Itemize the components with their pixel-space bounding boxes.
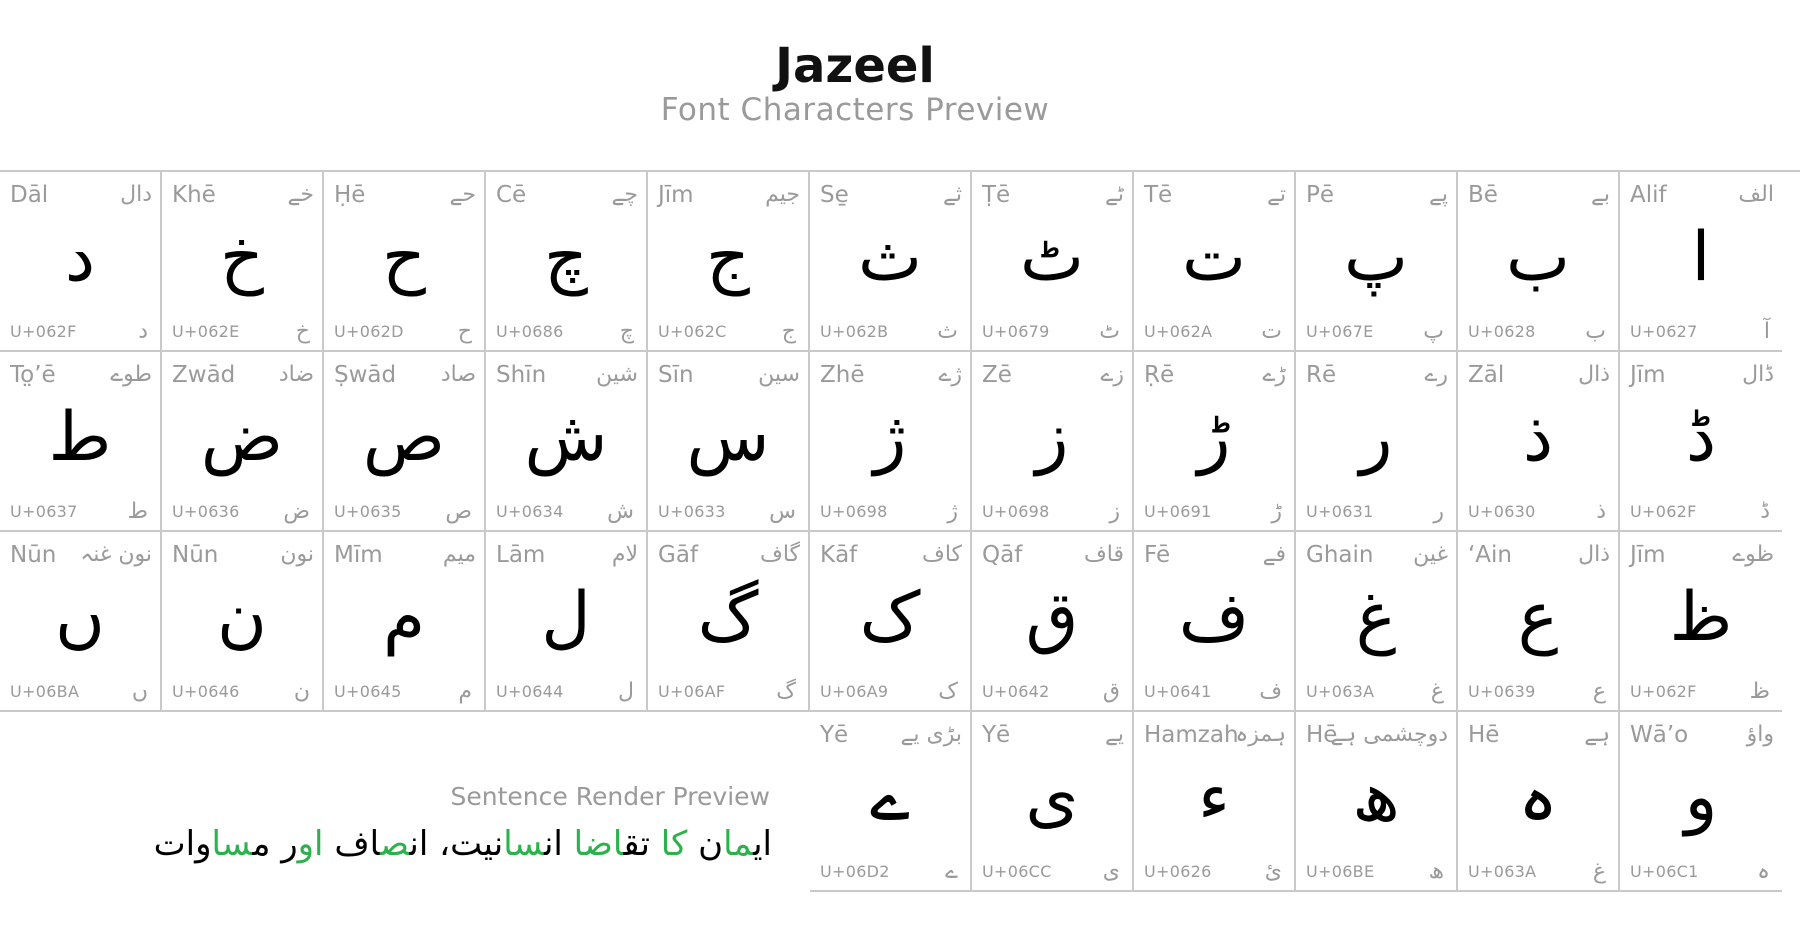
sentence-part: ان: [543, 824, 574, 864]
sentence-part: سا: [211, 824, 253, 864]
char-urdu-name: ذال: [1578, 542, 1610, 567]
char-unicode: U+062D: [334, 322, 404, 341]
char-glyph: ص: [362, 398, 446, 477]
char-unicode: U+0636: [172, 502, 240, 521]
char-latin-name: Hē: [1306, 722, 1338, 748]
char-glyph: ھ: [1352, 758, 1400, 837]
char-cell: [810, 532, 972, 712]
char-unicode: U+0631: [1306, 502, 1374, 521]
char-latin-name: Bē: [1468, 182, 1498, 208]
char-latin-name: Cē: [496, 182, 527, 208]
char-mini-glyph: ث: [937, 319, 958, 344]
char-unicode: U+0645: [334, 682, 402, 701]
char-latin-name: Se̱: [820, 182, 849, 208]
char-glyph: ر: [1359, 398, 1393, 477]
char-unicode: U+062B: [820, 322, 889, 341]
char-latin-name: Kāf: [820, 542, 858, 568]
char-unicode: U+062E: [172, 322, 240, 341]
char-glyph: م: [382, 578, 426, 657]
char-glyph: ت: [1181, 218, 1246, 297]
char-urdu-name: ڈال: [1742, 362, 1774, 387]
char-urdu-name: فے: [1262, 542, 1286, 567]
char-urdu-name: ٹے: [1104, 182, 1124, 207]
char-glyph: ٹ: [1019, 218, 1084, 297]
char-unicode: U+06CC: [982, 862, 1052, 881]
char-cell: [486, 352, 648, 532]
char-unicode: U+06BE: [1306, 862, 1375, 881]
char-unicode: U+06D2: [820, 862, 890, 881]
char-glyph: ک: [859, 578, 921, 657]
char-unicode: U+0639: [1468, 682, 1536, 701]
char-unicode: U+0626: [1144, 862, 1212, 881]
char-mini-glyph: غ: [1430, 679, 1444, 704]
char-mini-glyph: ف: [1259, 679, 1282, 704]
char-latin-name: Ṭē: [982, 182, 1011, 208]
sentence-part: ص: [379, 824, 410, 864]
char-latin-name: Nūn: [10, 542, 57, 568]
char-latin-name: Jīm: [658, 182, 694, 208]
char-cell: [1620, 172, 1782, 352]
char-urdu-name: حے: [449, 182, 476, 207]
char-cell: [0, 172, 162, 352]
char-cell: [1296, 532, 1458, 712]
char-urdu-name: ہمزہ: [1235, 722, 1286, 747]
char-mini-glyph: ھ: [1428, 859, 1444, 884]
char-glyph: ق: [1025, 578, 1079, 657]
char-mini-glyph: ص: [445, 499, 472, 524]
char-cell: [1458, 712, 1620, 892]
char-latin-name: Alif: [1630, 182, 1667, 208]
char-cell: [810, 172, 972, 352]
char-latin-name: Ṛē: [1144, 362, 1175, 388]
sentence-part: کا: [660, 824, 688, 864]
char-latin-name: Jīm: [1630, 542, 1666, 568]
char-mini-glyph: ے: [945, 859, 958, 884]
char-mini-glyph: ئ: [1264, 859, 1282, 884]
char-glyph: ط: [48, 398, 112, 477]
char-cell: [1458, 172, 1620, 352]
char-latin-name: Fē: [1144, 542, 1171, 568]
char-glyph: ا: [1691, 218, 1711, 297]
char-mini-glyph: ش: [607, 499, 634, 524]
char-mini-glyph: گ: [776, 679, 796, 704]
char-unicode: U+0646: [172, 682, 240, 701]
char-urdu-name: صاد: [440, 362, 476, 387]
char-latin-name: ‘Ain: [1468, 542, 1513, 568]
char-glyph: ح: [382, 218, 426, 297]
char-unicode: U+0637: [10, 502, 78, 521]
char-urdu-name: ژے: [938, 362, 962, 387]
char-cell: [162, 172, 324, 352]
char-cell: [324, 532, 486, 712]
char-glyph: ں: [55, 578, 105, 657]
char-glyph: ز: [1035, 398, 1069, 477]
char-mini-glyph: م: [458, 679, 472, 704]
char-glyph: ش: [524, 398, 608, 477]
char-urdu-name: دال: [120, 182, 152, 207]
char-glyph: ن: [217, 578, 267, 657]
char-latin-name: Lām: [496, 542, 546, 568]
char-latin-name: Zāl: [1468, 362, 1505, 388]
sentence-part: ر م: [252, 824, 298, 864]
char-urdu-name: کاف: [922, 542, 962, 567]
sentence-preview-title: Sentence Render Preview: [450, 782, 770, 811]
sentence-part: اضا: [573, 824, 624, 864]
char-unicode: U+0642: [982, 682, 1050, 701]
char-unicode: U+0633: [658, 502, 726, 521]
char-urdu-name: خے: [287, 182, 314, 207]
char-urdu-name: ظوے: [1732, 542, 1774, 567]
char-mini-glyph: آ: [1763, 319, 1770, 344]
char-mini-glyph: ظ: [1749, 679, 1770, 704]
char-latin-name: Pē: [1306, 182, 1335, 208]
char-unicode: U+062F: [1630, 682, 1697, 701]
char-latin-name: Yē: [982, 722, 1011, 748]
char-cell: [1620, 712, 1782, 892]
char-unicode: U+0634: [496, 502, 564, 521]
char-latin-name: Rē: [1306, 362, 1337, 388]
sentence-part: وات: [153, 824, 212, 864]
char-cell: [1296, 712, 1458, 892]
char-latin-name: Gāf: [658, 542, 699, 568]
char-unicode: U+0635: [334, 502, 402, 521]
sentence-part: سا: [503, 824, 544, 864]
char-mini-glyph: ی: [1102, 859, 1120, 884]
char-glyph: ف: [1178, 578, 1250, 657]
char-latin-name: Khē: [172, 182, 216, 208]
char-mini-glyph: ہ: [1757, 859, 1770, 884]
char-glyph: ء: [1198, 758, 1230, 837]
char-mini-glyph: ب: [1585, 319, 1606, 344]
char-unicode: U+0679: [982, 322, 1050, 341]
char-cell: [0, 352, 162, 532]
char-mini-glyph: ل: [618, 679, 634, 704]
char-latin-name: Qāf: [982, 542, 1023, 568]
char-cell: [324, 172, 486, 352]
char-mini-glyph: ڑ: [1271, 499, 1282, 524]
char-urdu-name: گاف: [760, 542, 800, 567]
char-urdu-name: طوے: [110, 362, 152, 387]
char-cell: [1620, 532, 1782, 712]
char-mini-glyph: ذ: [1596, 499, 1606, 524]
char-latin-name: Dāl: [10, 182, 49, 208]
char-cell: [1296, 352, 1458, 532]
char-mini-glyph: ر: [1433, 499, 1444, 524]
char-unicode: U+0627: [1630, 322, 1698, 341]
char-glyph: ی: [1025, 758, 1079, 837]
char-glyph: ڈ: [1685, 398, 1717, 477]
sentence-part: ما: [723, 824, 754, 864]
char-latin-name: Jīm: [1630, 362, 1666, 388]
char-mini-glyph: ژ: [947, 499, 958, 524]
char-latin-name: Hē: [1468, 722, 1500, 748]
char-mini-glyph: د: [138, 319, 148, 344]
char-mini-glyph: ن: [293, 679, 310, 704]
sentence-part: اف: [323, 824, 380, 864]
char-unicode: U+067E: [1306, 322, 1374, 341]
char-latin-name: Zē: [982, 362, 1012, 388]
char-mini-glyph: ح: [457, 319, 472, 344]
char-glyph: ذ: [1522, 398, 1554, 477]
char-latin-name: Hamzah: [1144, 722, 1239, 748]
char-glyph: ے: [870, 758, 910, 837]
char-urdu-name: رے: [1424, 362, 1448, 387]
char-glyph: گ: [697, 578, 759, 657]
char-cell: [648, 532, 810, 712]
char-mini-glyph: ز: [1109, 499, 1120, 524]
char-urdu-name: میم: [442, 542, 476, 567]
char-glyph: ض: [200, 398, 284, 477]
char-urdu-name: نون غنہ: [80, 542, 152, 567]
char-glyph: ث: [857, 218, 922, 297]
char-unicode: U+06A9: [820, 682, 889, 701]
char-urdu-name: چے: [611, 182, 638, 207]
char-mini-glyph: غ: [1592, 859, 1606, 884]
char-cell: [972, 712, 1134, 892]
char-unicode: U+06C1: [1630, 862, 1699, 881]
char-mini-glyph: چ: [619, 319, 634, 344]
char-cell: [324, 352, 486, 532]
char-unicode: U+063A: [1468, 862, 1537, 881]
char-glyph: ج: [706, 218, 750, 297]
char-urdu-name: جیم: [765, 182, 800, 207]
char-cell: [972, 172, 1134, 352]
char-cell: [648, 352, 810, 532]
char-urdu-name: ذال: [1578, 362, 1610, 387]
char-unicode: U+0641: [1144, 682, 1212, 701]
char-unicode: U+062C: [658, 322, 727, 341]
char-urdu-name: الف: [1738, 182, 1774, 207]
char-cell: [486, 172, 648, 352]
char-latin-name: To̤’ē: [10, 362, 56, 388]
char-glyph: د: [64, 218, 96, 297]
char-mini-glyph: ٹ: [1099, 319, 1120, 344]
char-mini-glyph: ق: [1102, 679, 1120, 704]
char-latin-name: Sīn: [658, 362, 694, 388]
char-cell: [162, 352, 324, 532]
char-glyph: ع: [1517, 578, 1559, 657]
sentence-part: ن: [687, 824, 724, 864]
char-glyph: س: [686, 398, 770, 477]
char-urdu-name: ڑے: [1262, 362, 1286, 387]
char-urdu-name: ثے: [942, 182, 962, 207]
char-glyph: پ: [1343, 218, 1408, 297]
char-latin-name: Ḥē: [334, 182, 366, 208]
char-unicode: U+062F: [1630, 502, 1697, 521]
sentence-part: او: [297, 824, 324, 864]
char-latin-name: Yē: [820, 722, 849, 748]
char-mini-glyph: ج: [781, 319, 796, 344]
char-urdu-name: ہے: [1584, 722, 1610, 747]
char-cell: [1296, 172, 1458, 352]
char-glyph: ل: [541, 578, 591, 657]
char-urdu-name: یے: [1104, 722, 1124, 747]
char-cell: [648, 172, 810, 352]
char-glyph: ظ: [1669, 578, 1733, 657]
char-cell: [972, 532, 1134, 712]
char-latin-name: Nūn: [172, 542, 219, 568]
char-glyph: ڑ: [1197, 398, 1231, 477]
char-glyph: خ: [220, 218, 264, 297]
char-latin-name: Ṣwād: [334, 362, 397, 388]
page-subtitle: Font Characters Preview: [660, 92, 1050, 128]
char-cell: [1134, 352, 1296, 532]
char-unicode: U+0686: [496, 322, 564, 341]
char-mini-glyph: پ: [1423, 319, 1444, 344]
char-urdu-name: سین: [758, 362, 800, 387]
char-unicode: U+0698: [820, 502, 888, 521]
char-urdu-name: نون: [280, 542, 314, 567]
char-urdu-name: غین: [1413, 542, 1448, 567]
char-cell: [1134, 712, 1296, 892]
char-cell: [1134, 172, 1296, 352]
char-unicode: U+06AF: [658, 682, 726, 701]
char-unicode: U+0698: [982, 502, 1050, 521]
char-urdu-name: قاف: [1083, 542, 1124, 567]
char-cell: [810, 352, 972, 532]
char-unicode: U+0630: [1468, 502, 1536, 521]
char-unicode: U+0644: [496, 682, 564, 701]
char-mini-glyph: س: [769, 499, 796, 524]
char-cell: [972, 352, 1134, 532]
char-urdu-name: واؤ: [1746, 722, 1774, 747]
char-cell: [810, 712, 972, 892]
char-urdu-name: بڑی یے: [900, 722, 962, 747]
char-cell: [0, 532, 162, 712]
char-latin-name: Shīn: [496, 362, 547, 388]
char-mini-glyph: ط: [127, 499, 148, 524]
char-latin-name: Mīm: [334, 542, 383, 568]
char-glyph: ہ: [1518, 758, 1558, 837]
char-mini-glyph: ت: [1261, 319, 1282, 344]
char-glyph: ب: [1505, 218, 1570, 297]
char-unicode: U+063A: [1306, 682, 1375, 701]
char-unicode: U+0691: [1144, 502, 1212, 521]
char-latin-name: Tē: [1144, 182, 1173, 208]
char-cell: [1458, 532, 1620, 712]
char-unicode: U+062F: [10, 322, 77, 341]
char-mini-glyph: ع: [1592, 679, 1606, 704]
char-latin-name: Wā’o: [1630, 722, 1689, 748]
char-unicode: U+062A: [1144, 322, 1213, 341]
char-mini-glyph: ڈ: [1760, 499, 1770, 524]
char-urdu-name: پے: [1428, 182, 1448, 207]
char-glyph: و: [1684, 758, 1718, 837]
char-urdu-name: شین: [596, 362, 638, 387]
char-mini-glyph: ک: [938, 679, 958, 704]
char-glyph: ژ: [873, 398, 907, 477]
char-cell: [1458, 352, 1620, 532]
char-cell: [1620, 352, 1782, 532]
char-unicode: U+0628: [1468, 322, 1536, 341]
char-mini-glyph: خ: [295, 319, 310, 344]
char-cell: [162, 532, 324, 712]
sentence-part: نیت، ان: [409, 824, 504, 864]
char-mini-glyph: ں: [131, 679, 148, 704]
sentence-part: تق: [623, 824, 661, 864]
char-unicode: U+06BA: [10, 682, 80, 701]
char-latin-name: Ghain: [1306, 542, 1374, 568]
char-cell: [1134, 532, 1296, 712]
char-urdu-name: بے: [1590, 182, 1610, 207]
char-urdu-name: لام: [611, 542, 638, 567]
sentence-part: ای: [753, 824, 772, 864]
char-urdu-name: ضاد: [278, 362, 314, 387]
sentence-preview-text: [40, 824, 772, 864]
char-urdu-name: تے: [1266, 182, 1286, 207]
char-urdu-name: زے: [1100, 362, 1124, 387]
page-title: Jazeel: [775, 38, 935, 94]
char-mini-glyph: ض: [283, 499, 310, 524]
char-cell: [486, 532, 648, 712]
char-latin-name: Zwād: [172, 362, 236, 388]
char-glyph: غ: [1355, 578, 1397, 657]
char-urdu-name: دوچشمی ہے: [1330, 722, 1448, 747]
char-glyph: چ: [544, 218, 588, 297]
char-latin-name: Zhē: [820, 362, 865, 388]
